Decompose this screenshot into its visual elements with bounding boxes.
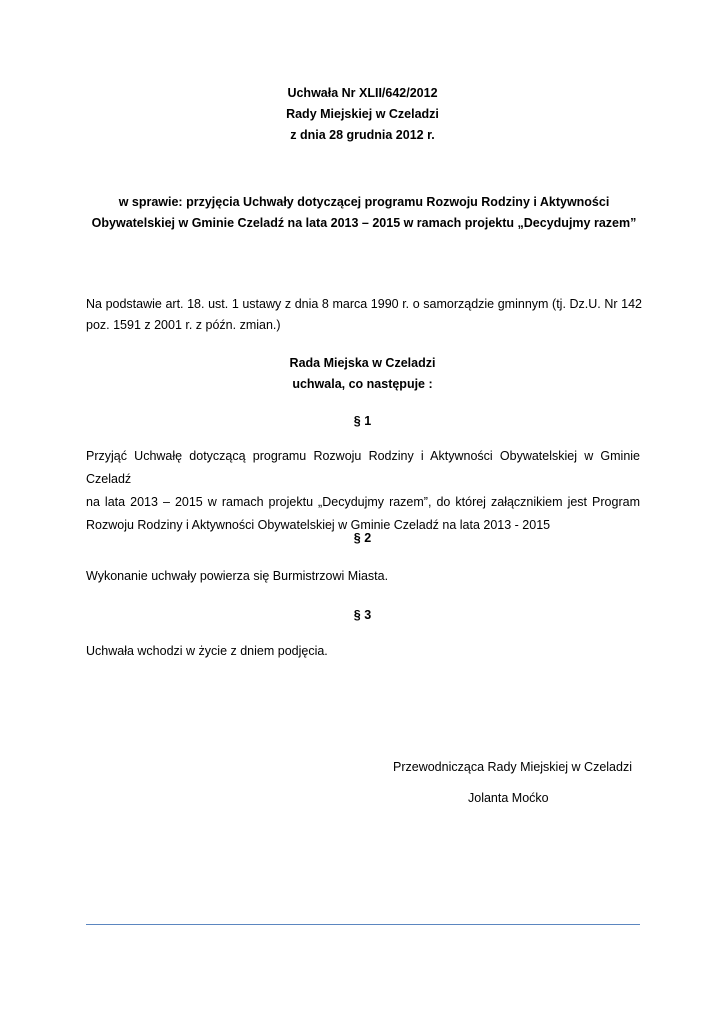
legal-basis-line: poz. 1591 z 2001 r. z późn. zmian.) <box>86 318 281 332</box>
section-1-line: Przyjąć Uchwałę dotyczącą programu Rozwoju Rodziny i Aktywności Obywatelskiej w Gminie Czeladź <box>86 449 640 486</box>
resolution-issuer: Rady Miejskiej w Czeladzi <box>286 107 439 121</box>
section-1-text <box>86 445 640 537</box>
resolution-date: z dnia 28 grudnia 2012 r. <box>290 128 435 142</box>
resolution-header <box>0 83 725 146</box>
footer-divider <box>86 924 640 925</box>
section-1-heading: § 1 <box>353 414 372 428</box>
resolution-subject <box>86 192 642 234</box>
section-3-heading: § 3 <box>353 608 372 622</box>
section-3-line: Uchwała wchodzi w życie z dniem podjęcia. <box>86 644 328 658</box>
section-1-line: Rozwoju Rodziny i Aktywności Obywatelskiej w Gminie Czeladź na lata 2013 - 2015 <box>86 518 551 532</box>
section-1-line: na lata 2013 – 2015 w ramach projektu „Decydujmy razem”, do której załącznikiem jest Program <box>86 495 640 509</box>
council-resolves: uchwala, co następuje : <box>292 377 433 391</box>
subject-line: w sprawie: przyjęcia Uchwały dotyczącej programu Rozwoju Rodziny i Aktywności <box>118 195 610 209</box>
legal-basis-line: Na podstawie art. 18. ust. 1 ustawy z dnia 8 marca 1990 r. o samorządzie gminnym (tj. Dz.U. Nr 142 <box>86 297 642 311</box>
legal-basis <box>86 294 642 336</box>
subject-line: Obywatelskiej w Gminie Czeladź na lata 2013 – 2015 w ramach projektu „Decydujmy razem” <box>91 216 637 230</box>
council-name: Rada Miejska w Czeladzi <box>289 356 436 370</box>
section-2-line: Wykonanie uchwały powierza się Burmistrzowi Miasta. <box>86 569 389 583</box>
council-statement <box>0 353 725 395</box>
signatory-title: Przewodnicząca Rady Miejskiej w Czeladzi <box>393 760 632 774</box>
section-2-heading: § 2 <box>353 531 372 545</box>
resolution-number: Uchwała Nr XLII/642/2012 <box>287 86 438 100</box>
section-3-text <box>86 640 640 663</box>
section-2-text <box>86 565 640 588</box>
signatory-name: Jolanta Moćko <box>468 791 549 805</box>
